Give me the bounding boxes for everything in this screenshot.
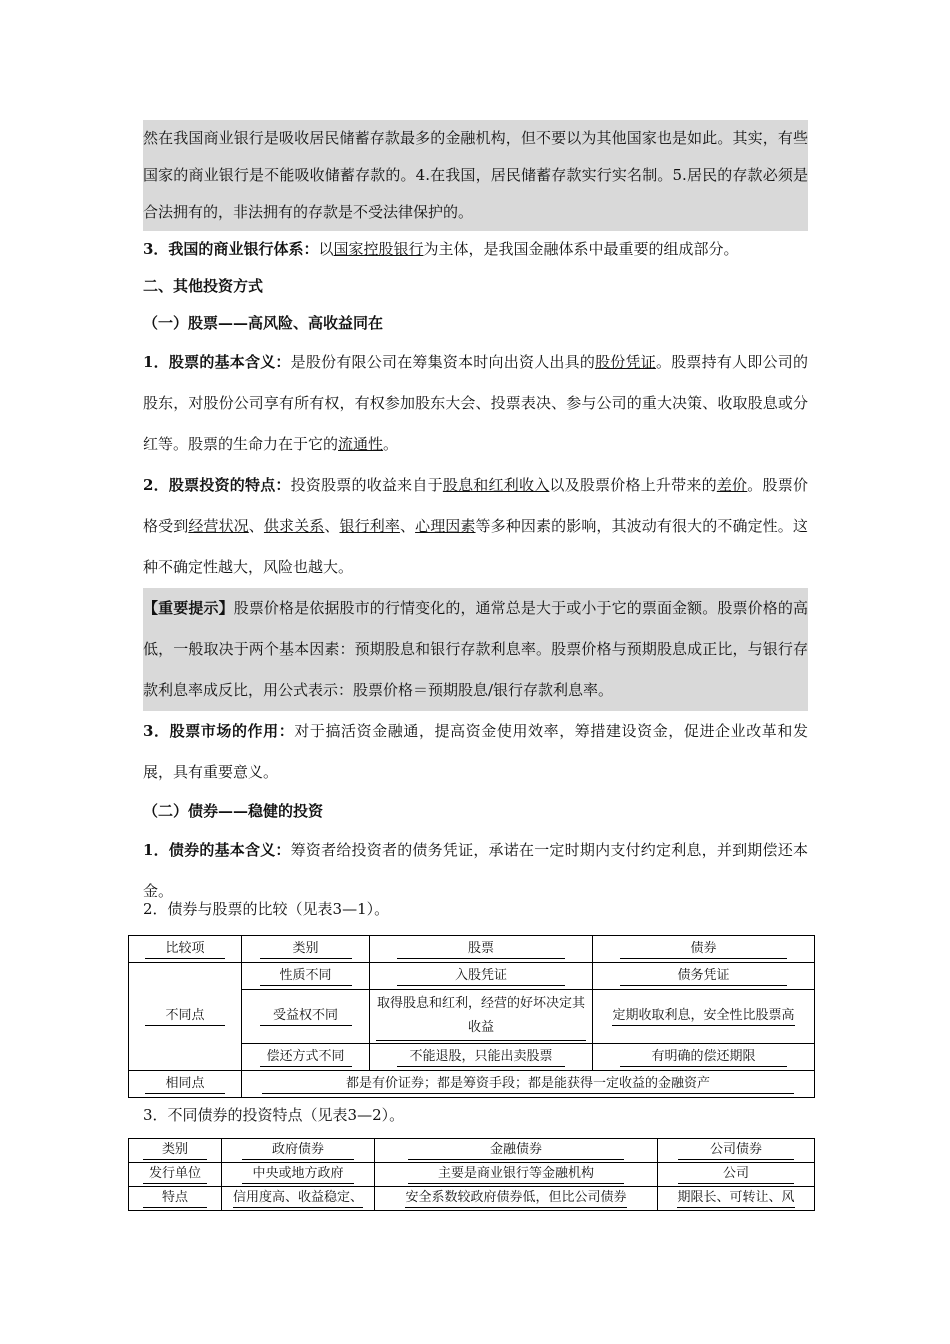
table-row	[129, 1139, 815, 1163]
cell-text: 不能退股，只能出卖股票	[397, 1048, 565, 1067]
table-cell	[370, 1044, 593, 1071]
cell-text: 中央或地方政府	[242, 1165, 354, 1184]
table-cell	[375, 1187, 658, 1211]
text: 为主体，是我国金融体系中最重要的组成部分。	[423, 240, 739, 258]
table-row	[129, 1163, 815, 1187]
text: 以及股票价格上升带来的	[549, 476, 717, 494]
text: 。股票价格受到	[143, 476, 808, 535]
text: 、	[399, 517, 416, 535]
text: 股票价格是依据股市的行情变化的，通常总是大于或小于它的票面金额。股票价格的高低，一般取决于两个基本因素：预期股息和银行存款利息率。股票价格与预期股息成正比，与银行存款利息率成反比，用公式表示：股票价格＝预期股息/银行存款利息率。	[143, 599, 808, 699]
table-cell	[242, 936, 370, 963]
cell-text: 类别	[143, 1141, 207, 1160]
underlined-term: 国家控股银行	[333, 240, 424, 258]
table-cell	[593, 936, 815, 963]
cell-text: 取得股息和红利，经营的好坏决定其收益	[376, 992, 586, 1041]
underlined-term: 经营状况	[188, 517, 249, 535]
table-cell	[370, 990, 593, 1044]
paragraph-stock-features	[143, 465, 808, 588]
paragraph-stock-meaning	[143, 342, 808, 465]
table-row	[129, 936, 815, 963]
text: 、	[324, 517, 340, 535]
table-row	[129, 963, 815, 990]
table-cell	[222, 1187, 375, 1211]
cell-text: 比较项	[145, 940, 225, 959]
text: 是股份有限公司在筹集资本时向出资人出具的	[290, 353, 596, 371]
label: 3．我国的商业银行体系：	[143, 240, 319, 258]
cell-text: 性质不同	[260, 967, 352, 986]
table-cell	[375, 1163, 658, 1187]
heading-bond: （二）债券——稳健的投资	[143, 802, 324, 820]
table-cell	[222, 1139, 375, 1163]
cell-text: 入股凭证	[397, 967, 565, 986]
label: 【重要提示】	[143, 599, 234, 617]
table-cell	[222, 1163, 375, 1187]
table-cell	[658, 1163, 815, 1187]
cell-text: 偿还方式不同	[260, 1048, 352, 1067]
underlined-term: 流通性	[338, 435, 384, 453]
heading-other-investments: 二、其他投资方式	[143, 277, 264, 295]
text: 。股票持有人即公司的股东，对股份公司享有所有权，有权参加股东大会、投票表决、参与公司的重大决策、收取股息或分红等。股票的生命力在于它的	[143, 353, 808, 453]
cell-text: 主要是商业银行等金融机构	[408, 1165, 624, 1184]
underlined-term: 股份凭证	[595, 353, 656, 371]
paragraph-savings-notes: 然在我国商业银行是吸收居民储蓄存款最多的金融机构，但不要以为其他国家也是如此。其实，有些国家的商业银行是不能吸收储蓄存款的。4.在我国，居民储蓄存款实行实名制。5.居民的存款必须是合法拥有的，非法拥有的存款是不受法律保护的。	[143, 120, 808, 231]
text: 筹资者给投资者的债务凭证，承诺在一定时期内支付约定利息，并到期偿还本金。	[143, 841, 808, 900]
table-cell	[593, 963, 815, 990]
table-cell	[375, 1139, 658, 1163]
text: 对于搞活资金融通，提高资金使用效率，筹措建设资金，促进企业改革和发展，具有重要意义。	[143, 722, 808, 781]
table-row	[129, 1187, 815, 1211]
cell-text: 公司债券	[678, 1141, 793, 1160]
label: 1．股票的基本含义：	[143, 353, 291, 371]
table-cell	[242, 1044, 370, 1071]
table-cell	[658, 1187, 815, 1211]
heading-stock: （一）股票——高风险、高收益同在	[143, 314, 384, 332]
cell-text: 受益权不同	[260, 1007, 352, 1026]
table-cell	[129, 1163, 222, 1187]
text: 等多种因素的影响，其波动有很大的不确定性。这种不确定性越大，风险也越大。	[143, 517, 808, 576]
paragraph-important-tip	[143, 588, 808, 711]
paragraph-bank-system	[143, 231, 808, 268]
table-cell	[593, 1044, 815, 1071]
cell-text: 有明确的偿还期限	[620, 1048, 787, 1067]
label: 3．股票市场的作用：	[143, 722, 295, 740]
cell-text: 类别	[260, 940, 352, 959]
table-bond-types	[128, 1138, 815, 1211]
table-cell	[129, 1071, 242, 1098]
table-cell	[129, 1187, 222, 1211]
text: 、	[248, 517, 264, 535]
cell-text: 政府债券	[242, 1141, 354, 1160]
cell-text: 都是有价证券；都是筹资手段；都是能获得一定收益的金融资产	[262, 1075, 794, 1094]
underlined-term: 心理因素	[415, 517, 476, 535]
underlined-term: 银行利率	[339, 517, 400, 535]
text: 投资股票的收益来自于	[290, 476, 443, 494]
cell-text: 股票	[397, 940, 565, 959]
cell-text: 公司	[678, 1165, 793, 1184]
table-bond-vs-stock	[128, 935, 815, 1098]
cell-text: 不同点	[145, 1007, 225, 1026]
underlined-term: 股息和红利收入	[442, 476, 550, 494]
table-cell	[593, 990, 815, 1044]
table-cell	[129, 936, 242, 963]
table-cell	[658, 1139, 815, 1163]
cell-text: 债务凭证	[620, 967, 787, 986]
table-cell	[242, 963, 370, 990]
document-body	[143, 120, 808, 912]
table1-caption: 2．债券与股票的比较（见表3—1）。	[143, 900, 390, 918]
table-cell	[242, 990, 370, 1044]
underlined-term: 供求关系	[263, 517, 325, 535]
cell-text: 特点	[143, 1189, 207, 1208]
cell-text: 信用度高、收益稳定、	[233, 1189, 363, 1208]
table-cell	[129, 963, 242, 1071]
table-cell	[370, 963, 593, 990]
cell-text: 相同点	[145, 1075, 225, 1094]
cell-text: 金融债券	[408, 1141, 624, 1160]
table-cell	[370, 936, 593, 963]
text: 。	[383, 435, 399, 453]
table-row	[129, 1071, 815, 1098]
paragraph-stock-market-role	[143, 711, 808, 793]
label: 2．股票投资的特点：	[143, 476, 291, 494]
table-cell	[129, 1139, 222, 1163]
table2-caption: 3．不同债券的投资特点（见表3—2）。	[143, 1106, 405, 1124]
text: 以	[318, 240, 334, 258]
cell-text: 期限长、可转让、风	[677, 1189, 794, 1208]
label: 1．债券的基本含义：	[143, 841, 291, 859]
cell-text: 安全系数较政府债券低，但比公司债券	[405, 1189, 626, 1208]
underlined-term: 差价	[716, 476, 748, 494]
cell-text: 债券	[620, 940, 787, 959]
table-cell	[242, 1071, 815, 1098]
cell-text: 发行单位	[143, 1165, 207, 1184]
cell-text: 定期收取利息，安全性比股票高	[612, 1007, 794, 1026]
